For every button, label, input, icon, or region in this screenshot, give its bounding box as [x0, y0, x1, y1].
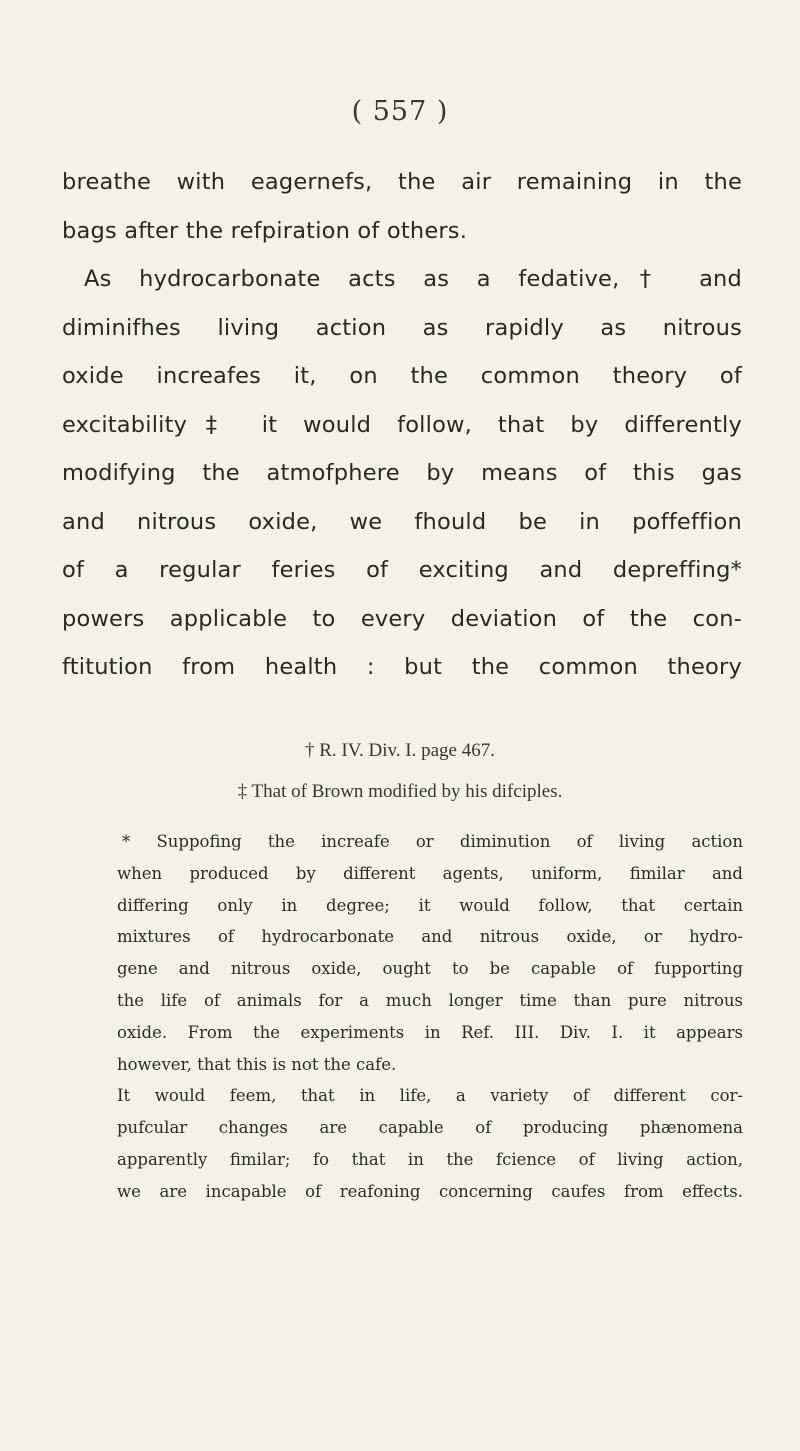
- footnote-dagger: † R. IV. Div. I. page 467.: [305, 740, 495, 761]
- main-text: [62, 158, 742, 692]
- page-number: ( 557 ): [351, 96, 449, 127]
- text-line: oxide increafes it, on the common theory of: [62, 363, 742, 389]
- footnote-line: we are incapable of reafoning concerning caufes from effects.: [117, 1181, 743, 1201]
- footnote-line: gene and nitrous oxide, ought to be capable of fupporting: [117, 959, 743, 979]
- footnote-line: * Suppofing the increafe or diminution of living action: [122, 832, 743, 851]
- footnote-double-dagger: ‡ That of Brown modified by his difciples.: [237, 781, 563, 802]
- footnote-line: apparently fimilar; fo that in the fcience of living action,: [117, 1149, 743, 1169]
- footnote-asterisk: [117, 826, 743, 1208]
- text-line: bags after the refpiration of others.: [62, 217, 468, 244]
- footnote-line: differing only in degree; it would follow, that certain: [117, 895, 743, 915]
- footnote-line: the life of animals for a much longer time than pure nitrous: [117, 990, 743, 1010]
- footnote-line: mixtures of hydrocarbonate and nitrous oxide, or hydro-: [117, 927, 743, 947]
- text-line: of a regular feries of exciting and depreffing*: [62, 557, 742, 583]
- text-line: excitability‡ it would follow, that by differently: [62, 411, 742, 438]
- footnote-line: oxide. From the experiments in Ref. III. Div. I. it appears: [117, 1022, 743, 1042]
- text-line: diminifhes living action as rapidly as nitrous: [62, 314, 742, 341]
- text-line: ftitution from health : but the common theory: [62, 654, 742, 680]
- text-line: breathe with eagernefs, the air remaining in the: [62, 169, 742, 195]
- text-line: and nitrous oxide, we fhould be in poffeffion: [62, 508, 742, 535]
- footnotes-short: [0, 730, 800, 812]
- text-line: modifying the atmofphere by means of this gas: [62, 460, 742, 486]
- footnote-line: however, that this is not the cafe.: [117, 1054, 397, 1074]
- text-line: As hydrocarbonate acts as a fedative,† and: [84, 266, 742, 292]
- footnote-line: pufcular changes are capable of producing phænomena: [117, 1118, 743, 1138]
- footnote-line: when produced by different agents, uniform, fimilar and: [117, 863, 743, 883]
- text-line: powers applicable to every deviation of the con-: [62, 605, 742, 632]
- footnote-line: It would feem, that in life, a variety of different cor-: [117, 1086, 743, 1106]
